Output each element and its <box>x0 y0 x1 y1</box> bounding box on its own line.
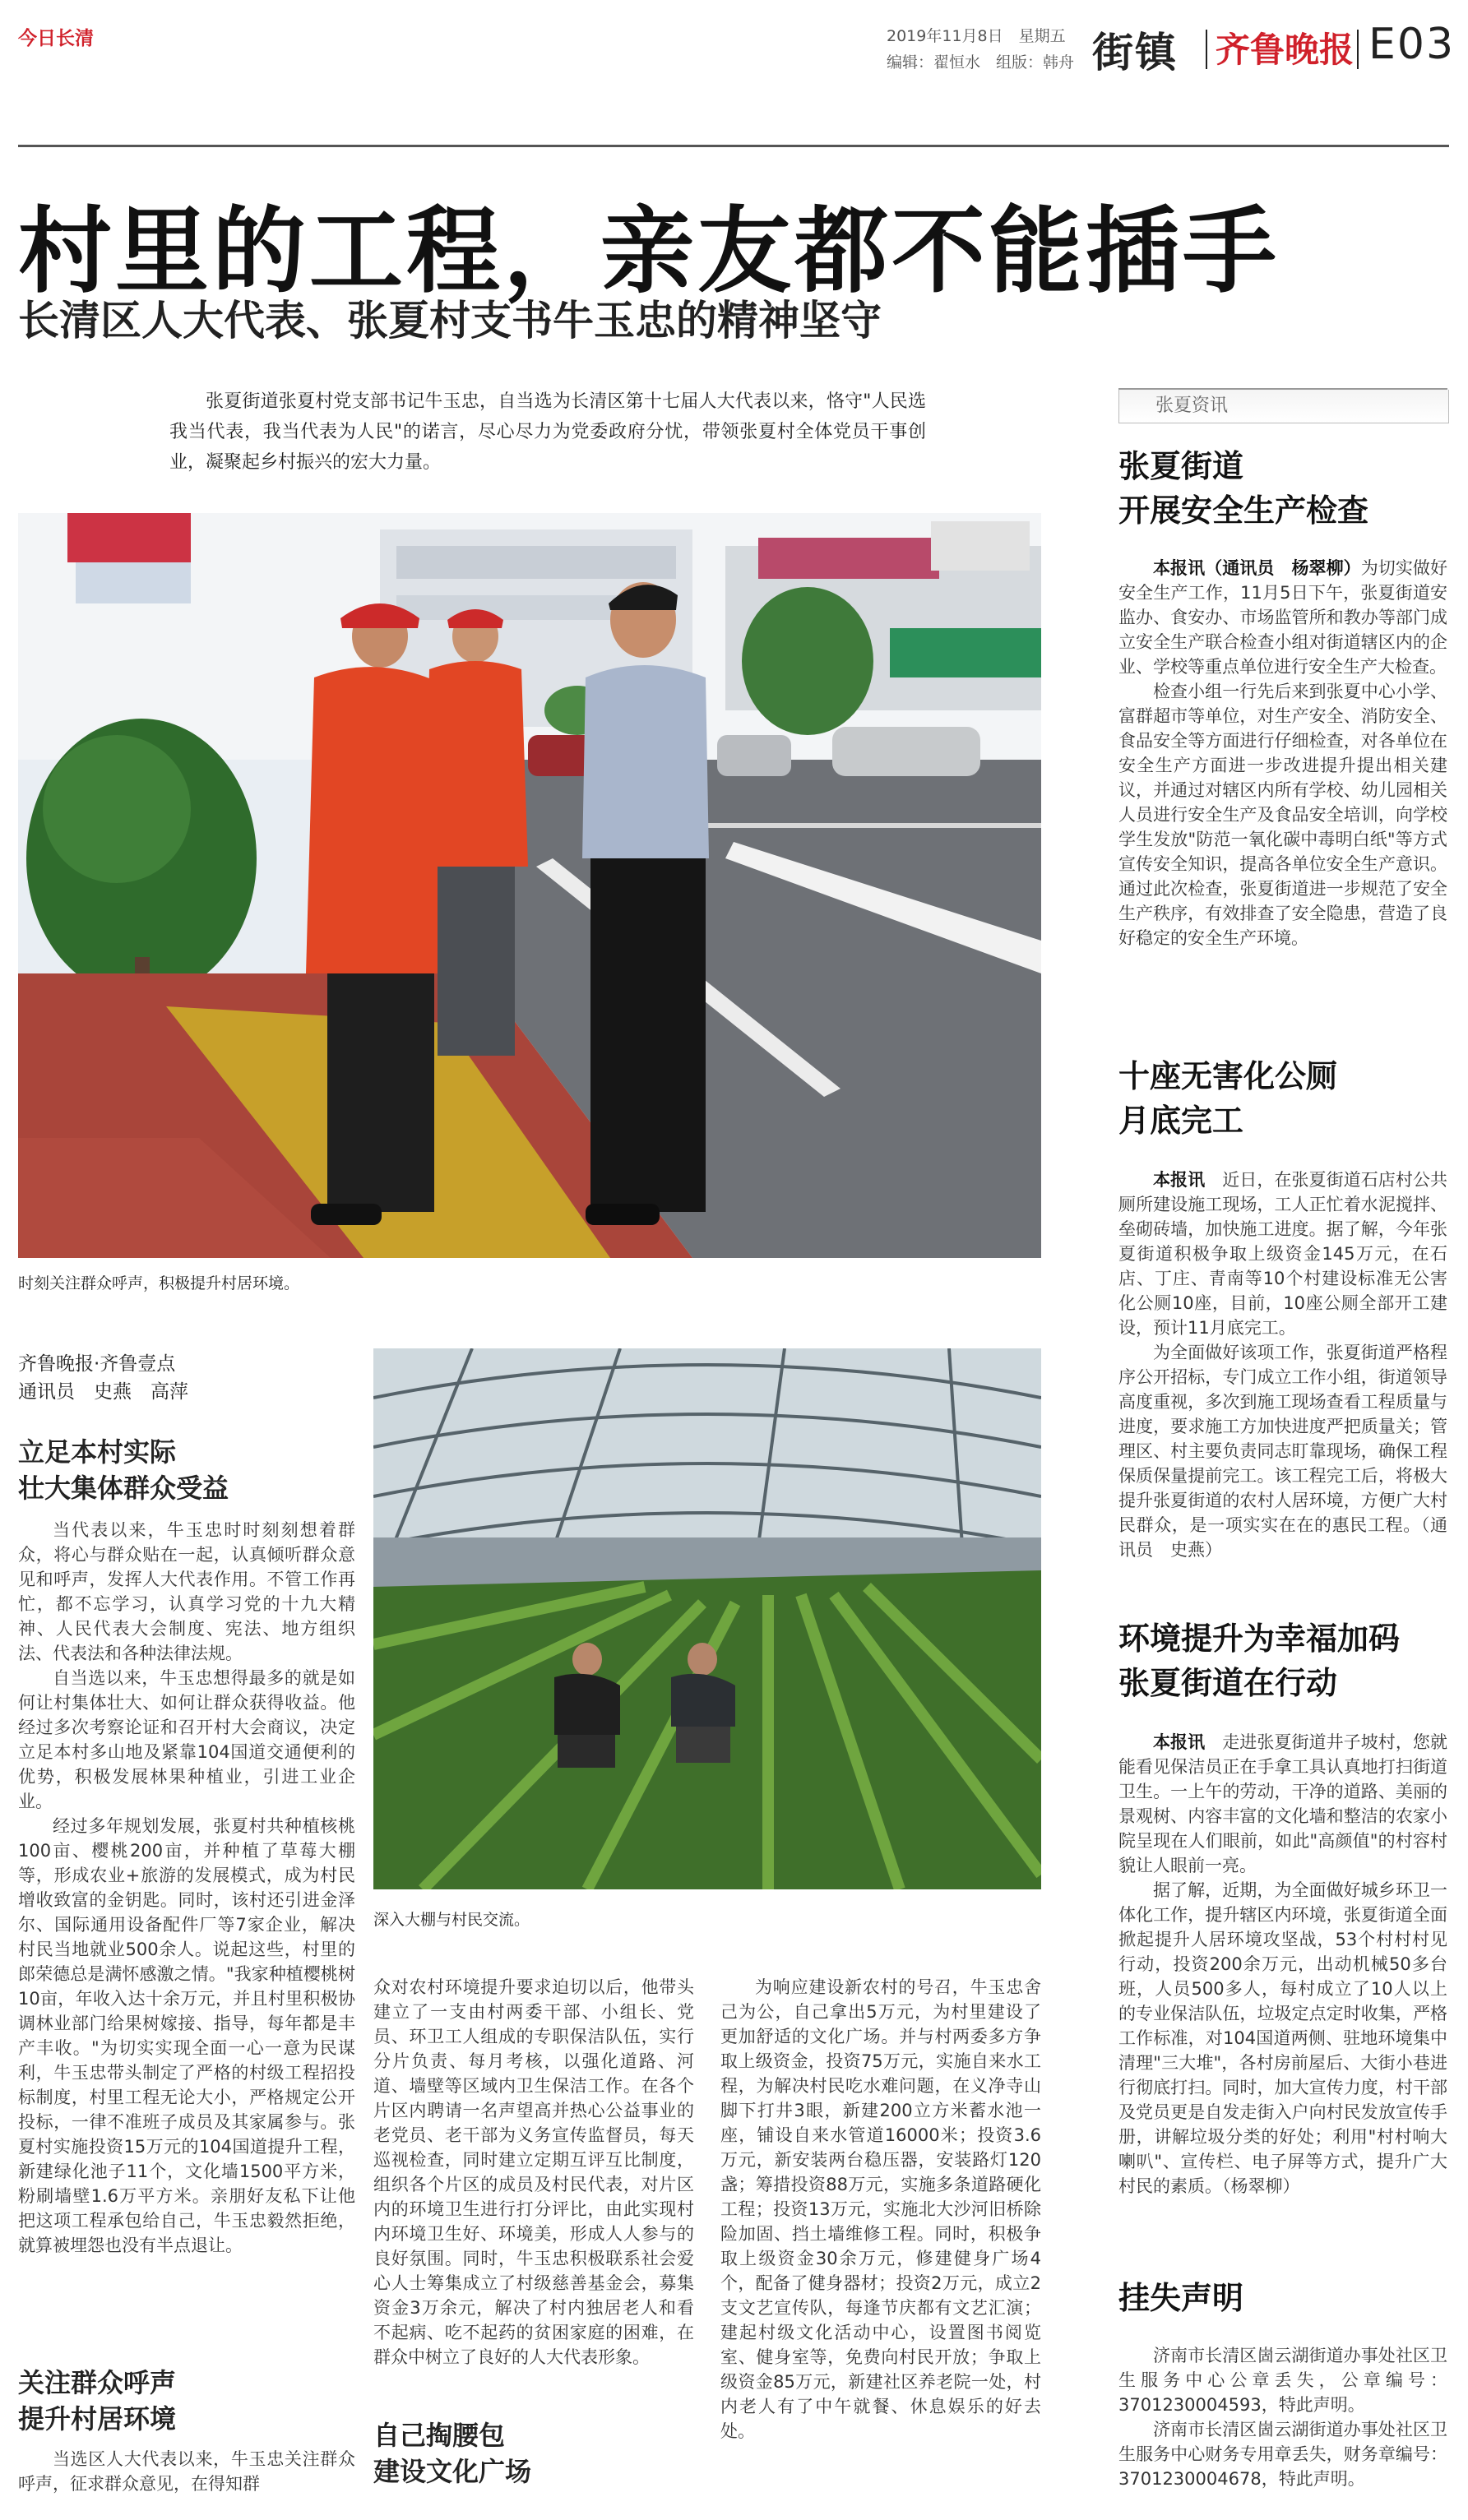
header-divider <box>1357 30 1359 69</box>
brief-title: 环境提升为幸福加码 张夏街道在行动 <box>1118 1621 1401 1701</box>
photo-street-visit <box>18 513 1041 1258</box>
article-intro: 张夏街道张夏村党支部书记牛玉忠，自当选为长清区第十七届人大代表以来，恪守"人民选我当代表，我当代表为人民"的诺言，尽心尽力为党委政府分忧，带领张夏村全体党员干事创业，凝聚起乡村振兴的宏大力量。 <box>169 391 926 473</box>
section-title: 关注群众呼声 提升村居环境 <box>18 2367 177 2434</box>
brief-lead: 本报讯（通讯员 杨翠柳） <box>1153 558 1361 578</box>
newspaper-brand: 齐鲁晚报 <box>1216 30 1355 70</box>
notice-body <box>1118 2343 1447 2516</box>
sidebar-kicker: 张夏资讯 <box>1118 390 1449 423</box>
paragraph: 众对农村环境提升要求迫切以后，他带头建立了一支由村两委干部、小组长、党员、环卫工人组成的专职保洁队伍，实行分片负责、每月考核，以强化道路、河道、墙壁等区域内卫生保洁工作。在各个片区内聘请一名声望高并热心公益事业的老党员、老干部为义务宣传监督员，每天巡视检查，同时建立定期互评互比制度，组织各个片区的成员及村民代表，对片区内的环境卫生进行打分评比，由此实现村内环境卫生好、环境美，形成人人参与的良好氛围。同时，牛玉忠积极联系社会爱心人士筹集成立了村级慈善基金会，募集资金3万余元，解决了村内独居老人和看不起病、吃不起药的贫困家庭的困难，在群众中树立了良好的人大代表形象。 <box>373 1977 694 2367</box>
paragraph: 济南市长清区崮云湖街道办事处社区卫生服务中心公章丢失，公章编号：3701230004593，特此声明。 <box>1118 2346 1447 2415</box>
photo-caption: 时刻关注群众呼声，积极提升村居环境。 <box>18 1274 300 1292</box>
section-body <box>18 1518 355 2332</box>
paragraph: 检查小组一行先后来到张夏中心小学、富群超市等单位，对生产安全、消防安全、食品安全等方面进行仔细检查，对各单位在安全生产方面进一步改进提升提出相关建议，并通过对辖区内所有学校、幼儿园相关人员进行安全生产及食品安全培训，向学校学生发放"防范一氧化碳中毒明白纸"等方式宣传安全知识，提高各单位安全生产意识。通过此次检查，张夏街道进一步规范了安全生产秩序，有效排查了安全隐患，营造了良好稳定的安全生产环境。 <box>1118 682 1447 948</box>
header-rule <box>18 145 1449 147</box>
section-body <box>720 1975 1041 2509</box>
street-scene-illustration <box>18 513 1041 1258</box>
section-body <box>18 2447 355 2513</box>
paragraph: 据了解，近期，为全面做好城乡环卫一体化工作，提升辖区内环境，张夏街道全面掀起提升人居环境攻坚战，53个村村村见行动，投资200余万元，出动机械50多台班，人员500多人，每村成立了10人以上的专业保洁队伍，垃圾定点定时收集，严格工作标准，对104国道两侧、驻地环境集中清理"三大堆"，各村房前屋后、大街小巷进行彻底打扫。同时，加大宣传力度，村干部及党员更是自发走街入户向村民发放宣传手册，讲解垃圾分类的好处；利用"村村响大喇叭"、宣传栏、电子屏等方式，提升广大村民的素质。（杨翠柳） <box>1118 1880 1447 2196</box>
issue-meta <box>887 23 1074 76</box>
paragraph: 经过多年规划发展，张夏村共种植核桃100亩、樱桃200亩，并种植了草莓大棚等，形成农业+旅游的发展模式，成为村民增收致富的金钥匙。同时，该村还引进金泽尔、国际通用设备配件厂等7家企业，解决村民当地就业500余人。说起这些，村里的郎荣德总是满怀感激之情。"我家种植樱桃树10亩，年收入达十余万元，并且村里积极协调林业部门给果树嫁接、指导，每年都是丰产丰收。"为切实实现全面一心一意为民谋利，牛玉忠带头制定了严格的村级工程招投标制度，村里工程无论大小，严格规定公开投标，一律不准班子成员及其家属参与。张夏村实施投资15万元的104国道提升工程，新建绿化池子11个，文化墙1500平方米，粉刷墙壁1.6万平方米。亲朋好友私下让他把这项工程承包给自己，牛玉忠毅然拒绝，就算被埋怨也没有半点退让。 <box>18 1816 355 2255</box>
greenhouse-illustration <box>373 1348 1041 1889</box>
paragraph: 当代表以来，牛玉忠时时刻刻想着群众，将心与群众贴在一起，认真倾听群众意见和呼声，发挥人大代表作用。不管工作再忙，都不忘学习，认真学习党的十九大精神、人民代表大会制度、宪法、地方组织法、代表法和各种法律法规。 <box>18 1520 355 1663</box>
paragraph: 本报讯 近日，在张夏街道石店村公共厕所建设施工现场，工人正忙着水泥搅拌、垒砌砖墙，加快施工进度。据了解，今年张夏街道积极争取上级资金145万元，在石店、丁庄、青南等10个村建设标准无公害化公厕10座，目前，10座公厕全部开工建设，预计11月底完工。 <box>1118 1170 1447 1338</box>
byline <box>18 1350 188 1406</box>
brief-title: 十座无害化公厕 月底完工 <box>1118 1058 1338 1139</box>
editor-line: 编辑：翟恒水 组版：韩舟 <box>887 53 1075 72</box>
header-divider <box>1206 30 1207 69</box>
page-number: E03 <box>1368 20 1456 69</box>
section-name: 街镇 <box>1092 29 1178 76</box>
section-title: 自己掏腰包 建设文化广场 <box>373 2420 532 2487</box>
byline-reporters: 通讯员 史燕 高萍 <box>18 1381 188 1403</box>
paragraph: 当选区人大代表以来，牛玉忠关注群众呼声，征求群众意见，在得知群 <box>18 2449 355 2494</box>
paragraph: 为响应建设新农村的号召，牛玉忠舍己为公，自己拿出5万元，为村里建设了更加舒适的文化广场。并与村两委多方争取上级资金，投资75万元，实施自来水工程，为解决村民吃水难问题，在义净寺山脚下打井3眼，新建200立方米蓄水池一座，铺设自来水管道16000米；投资3.6万元，新安装两台稳压器，安装路灯120盏；筹措投资88万元，实施多条道路硬化工程；投资13万元，实施北大沙河旧桥除险加固、挡土墙维修工程。同时，积极争取上级资金30余万元，修建健身广场4个，配备了健身器材；投资2万元，成立2支文艺宣传队，每逢节庆都有文艺汇演；建起村级文化活动中心，设置图书阅览室、健身室等，免费向村民开放；争取上级资金85万元，新建社区养老院一处，村内老人有了中午就餐、休息娱乐的好去处。 <box>720 1977 1041 2441</box>
photo-greenhouse <box>373 1348 1041 1889</box>
section-title: 立足本村实际 壮大集体群众受益 <box>18 1436 229 1504</box>
brief-lead: 本报讯 <box>1153 1170 1206 1190</box>
paragraph: 本报讯 走进张夏街道井子坡村，您就能看见保洁员正在手拿工具认真地打扫街道卫生。一上午的劳动，干净的道路、美丽的景观树、内容丰富的文化墙和整洁的农家小院呈现在人们眼前，如此"高颜值"的村容村貌让人眼前一亮。 <box>1118 1732 1447 1875</box>
section-body <box>373 1975 694 2411</box>
brief-body <box>1118 556 1447 1016</box>
paragraph: 为全面做好该项工作，张夏街道严格程序公开招标，专门成立工作小组，街道领导高度重视，多次到施工现场查看工程质量与进度，要求施工方加快进度严把质量关；管理区、村主要负责同志盯靠现场，确保工程保质保量提前完工。该工程完工后，将极大提升张夏街道的农村人居环境，方便广大村民群众，是一项实实在在的惠民工程。（通讯员 史燕） <box>1118 1343 1447 1560</box>
brief-lead: 本报讯 <box>1153 1732 1206 1752</box>
byline-publication: 齐鲁晚报·齐鲁壹点 <box>18 1353 176 1375</box>
date-line: 2019年11月8日 星期五 <box>887 27 1066 45</box>
brief-body <box>1118 1730 1447 2240</box>
main-headline: 村里的工程，亲友都不能插手 <box>18 197 1280 306</box>
brief-title: 张夏街道 开展安全生产检查 <box>1118 448 1369 529</box>
notice-title: 挂失声明 <box>1118 2280 1244 2316</box>
column-label: 今日长清 <box>18 28 94 49</box>
paragraph: 自当选以来，牛玉忠想得最多的就是如何让村集体壮大、如何让群众获得收益。他经过多次考察论证和召开村大会商议，决定立足本村多山地及紧靠104国道交通便利的优势，积极发展林果种植业，引进工业企业。 <box>18 1668 355 1811</box>
paragraph: 济南市长清区崮云湖街道办事处社区卫生服务中心财务专用章丢失，财务章编号：3701230004678，特此声明。 <box>1118 2420 1447 2489</box>
paragraph: 本报讯（通讯员 杨翠柳）为切实做好安全生产工作，11月5日下午，张夏街道安监办、食安办、市场监管所和教办等部门成立安全生产联合检查小组对街道辖区内的企业、学校等重点单位进行安全生产大检查。 <box>1118 558 1447 677</box>
photo-caption: 深入大棚与村民交流。 <box>373 1911 530 1929</box>
sub-headline: 长清区人大代表、张夏村支书牛玉忠的精神坚守 <box>18 297 882 344</box>
brief-body <box>1118 1168 1447 1562</box>
